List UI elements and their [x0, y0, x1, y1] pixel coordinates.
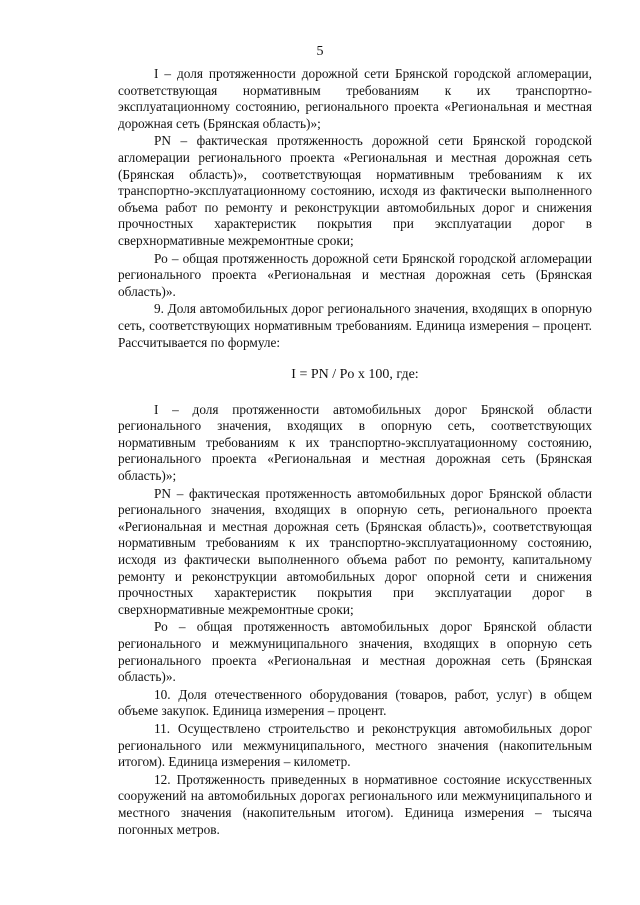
paragraph-definition-po-regional: Ро – общая протяженность автомобильных дорог Брянской области регионального и межмуниципального значения, входящих в опорную сеть регионального проекта «Региональная и местная дорожная сеть (Брянская область)».: [118, 619, 592, 685]
paragraph-definition-i-agglomeration: I – доля протяженности дорожной сети Брянской городской агломерации, соответствующая нормативным требованиям к их транспортно-эксплуатационному состоянию, регионального проекта «Региональная и местная дорожная сеть (Брянская область)»;: [118, 66, 592, 131]
paragraph-item-10: 10. Доля отечественного оборудования (товаров, работ, услуг) в общем объеме закупок. Единица измерения – процент.: [118, 686, 592, 719]
paragraph-definition-i-regional: I – доля протяженности автомобильных дорог Брянской области регионального значения, входящих в опорную сеть, соответствующих нормативным требованиям к их транспортно-эксплуатационному состоянию, регионального проекта «Региональная и местная дорожная сеть (Брянская область)»;: [118, 401, 592, 484]
paragraph-definition-po-agglomeration: Ро – общая протяженность дорожной сети Брянской городской агломерации регионального проекта «Региональная и местная дорожная сеть (Брянская область)».: [118, 250, 592, 299]
document-body: [118, 66, 592, 838]
paragraph-item-12: 12. Протяженность приведенных в нормативное состояние искусственных сооружений на автомобильных дорогах регионального или межмуниципального и местного значения (накопительным итогом). Единица измерения – тысяча погонных метров.: [118, 771, 592, 837]
page-number: 5: [316, 44, 324, 59]
formula: I = PN / Po х 100, где:: [291, 367, 419, 383]
paragraph-item-9: 9. Доля автомобильных дорог регионального значения, входящих в опорную сеть, соответствующих нормативным требованиям. Единица измерения – процент. Рассчитывается по формуле:: [118, 301, 592, 350]
paragraph-item-11: 11. Осуществлено строительство и реконструкция автомобильных дорог регионального или межмуниципального, местного значения (накопительным итогом). Единица измерения – километр.: [118, 720, 592, 770]
paragraph-definition-pn-agglomeration: PN – фактическая протяженность дорожной сети Брянской городской агломерации регионального проекта «Региональная и местная дорожная сеть (Брянская область)», соответствующая нормативным требованиям к их транспортно-эксплуатационному состоянию, исходя из фактически выполненного объема работ по ремонту и реконструкции автомобильных дорог и снижения прочностных характеристик покрытия при эксплуатации дорог в сверхнормативные межремонтные сроки;: [118, 133, 592, 248]
paragraph-definition-pn-regional: PN – фактическая протяженность автомобильных дорог Брянской области регионального значения, входящих в опорную сеть, регионального проекта «Региональная и местная дорожная сеть (Брянская область)», соответствующая нормативным требованиям к их транспортно-эксплуатационному состоянию, исходя из фактически выполненного объема работ по ремонту, капитальному ремонту и реконструкции автомобильных дорог опорной сети и снижения прочностных характеристик покрытия при эксплуатации дорог в сверхнормативные межремонтные сроки;: [118, 485, 592, 617]
